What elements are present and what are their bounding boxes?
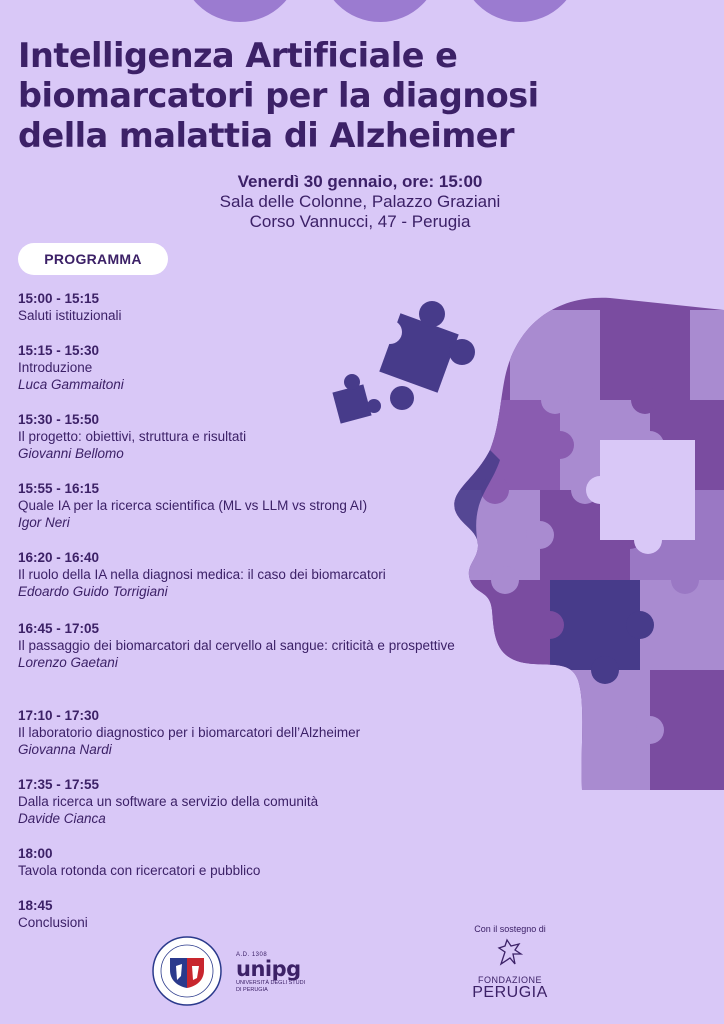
agenda-title: Saluti istituzionali (18, 308, 122, 323)
event-venue: Sala delle Colonne, Palazzo Graziani (219, 192, 501, 211)
floating-puzzle-piece-small (332, 374, 381, 424)
event-address: Corso Vannucci, 47 - Perugia (249, 212, 471, 231)
sponsor-block (460, 924, 560, 1001)
griffin-icon (493, 938, 527, 968)
top-decoration (460, 0, 580, 22)
sponsor-city: PERUGIA (472, 984, 548, 1001)
event-datetime: Venerdì 30 gennaio, ore: 15:00 (237, 172, 483, 191)
unipg-wordmark: unipg (236, 957, 301, 981)
agenda-item (18, 897, 468, 931)
sponsor-name: FONDAZIONE (477, 975, 542, 985)
title-line-2: biomarcatori per la diagnosi (18, 76, 539, 115)
agenda-time: 16:45 - 17:05 (18, 621, 100, 636)
agenda-title: Tavola rotonda con ricercatori e pubblico (18, 863, 261, 878)
agenda-time: 15:55 - 16:15 (18, 481, 100, 496)
agenda-time: 18:45 (18, 898, 53, 913)
agenda-title: Conclusioni (18, 915, 88, 930)
agenda-title: Il progetto: obiettivi, struttura e risultati (18, 429, 247, 444)
agenda-title: Il laboratorio diagnostico per i biomarcatori dell’Alzheimer (18, 725, 361, 740)
agenda-speaker: Giovanna Nardi (18, 742, 112, 757)
program-badge: PROGRAMMA (18, 243, 168, 275)
agenda-time: 16:20 - 16:40 (18, 550, 100, 565)
agenda-time: 15:00 - 15:15 (18, 291, 100, 306)
title-line-1: Intelligenza Artificiale e (18, 36, 458, 75)
head-puzzle-grid (450, 290, 724, 790)
agenda-speaker: Edoardo Guido Torrigiani (18, 584, 168, 599)
agenda-time: 17:35 - 17:55 (18, 777, 100, 792)
agenda-time: 17:10 - 17:30 (18, 708, 100, 723)
agenda-time: 15:15 - 15:30 (18, 343, 100, 358)
university-seal-logo (152, 936, 222, 1006)
agenda-title: Introduzione (18, 360, 93, 375)
unipg-established: A.D. 1308 (236, 952, 268, 958)
agenda-time: 18:00 (18, 846, 53, 861)
sponsor-label: Con il sostegno di (474, 924, 546, 934)
agenda-time: 15:30 - 15:50 (18, 412, 100, 427)
top-decoration (180, 0, 300, 22)
agenda-speaker: Luca Gammaitoni (18, 377, 124, 392)
page-title (18, 36, 608, 156)
unipg-subtitle: UNIVERSITÀ DEGLI STUDI DI PERUGIA (236, 980, 306, 993)
agenda-title: Il passaggio dei biomarcatori dal cervello al sangue: criticità e prospettive (18, 638, 455, 653)
title-line-3: della malattia di Alzheimer (18, 116, 515, 155)
agenda-speaker: Lorenzo Gaetani (18, 655, 118, 670)
event-info (190, 172, 530, 232)
top-decoration (320, 0, 440, 22)
agenda-title: Il ruolo della IA nella diagnosi medica: il caso dei biomarcatori (18, 567, 386, 582)
agenda-speaker: Giovanni Bellomo (18, 446, 124, 461)
unipg-logo (236, 952, 306, 994)
puzzle-head-illustration (330, 290, 724, 790)
agenda-title: Quale IA per la ricerca scientifica (ML vs LLM vs strong AI) (18, 498, 368, 513)
agenda-speaker: Davide Cianca (18, 811, 106, 826)
agenda-speaker: Igor Neri (18, 515, 70, 530)
agenda-title: Dalla ricerca un software a servizio della comunità (18, 794, 319, 809)
agenda-item (18, 845, 468, 879)
floating-puzzle-piece-large (378, 301, 475, 410)
